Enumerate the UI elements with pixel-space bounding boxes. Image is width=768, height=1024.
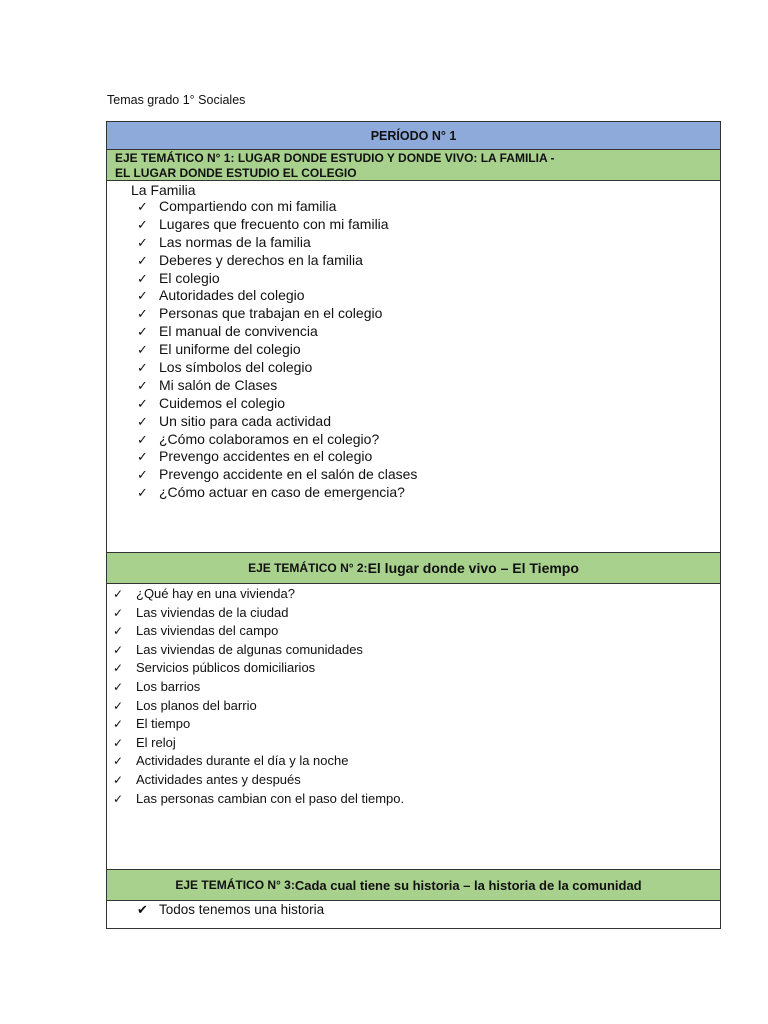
list-item-text: Compartiendo con mi familia <box>159 198 337 214</box>
list-item-text: ¿Cómo colaboramos en el colegio? <box>159 430 380 447</box>
list-item <box>137 287 417 305</box>
list-item-text: Las viviendas de algunas comunidades <box>136 641 363 657</box>
list-item-text: Actividades durante el día y la noche <box>136 753 349 769</box>
list-item-text: Lugares que frecuento con mi familia <box>159 215 389 232</box>
list-item <box>113 604 404 623</box>
checkmark-icon: ✓ <box>113 735 124 750</box>
checkmark-icon: ✓ <box>113 754 124 769</box>
list-item-text: Prevengo accidentes en el colegio <box>159 448 373 465</box>
list-item <box>137 234 417 252</box>
checkmark-icon: ✓ <box>113 791 124 806</box>
list-item <box>137 359 417 377</box>
list-item-text: Todos tenemos una historia <box>159 902 325 917</box>
eje-1-content <box>107 181 720 553</box>
eje-1-header-line-2: EL LUGAR DONDE ESTUDIO EL COLEGIO <box>115 165 357 180</box>
checkmark-icon: ✓ <box>137 234 148 250</box>
eje-3-header-prefix: EJE TEMÁTICO N° 3: <box>175 878 295 892</box>
checkmark-icon: ✓ <box>137 216 148 232</box>
periodo-header-text: PERÍODO N° 1 <box>370 128 457 143</box>
eje-1-header <box>107 150 720 181</box>
list-item <box>137 377 417 395</box>
list-item-text: Cuidemos el colegio <box>159 394 286 411</box>
checkmark-icon: ✓ <box>113 624 124 639</box>
list-item-text: ¿Qué hay en una vivienda? <box>136 586 295 601</box>
list-item <box>137 901 324 919</box>
list-item <box>137 305 417 323</box>
checkmark-icon: ✔ <box>137 902 148 917</box>
checkmark-icon: ✓ <box>137 306 148 322</box>
eje-2-topic-list <box>113 585 404 808</box>
section-title-la-familia: La Familia <box>131 182 196 198</box>
list-item-text: El colegio <box>159 269 220 286</box>
list-item-text: Prevengo accidente en el salón de clases <box>159 466 418 483</box>
list-item <box>137 448 417 466</box>
list-item <box>137 484 417 502</box>
list-item-text: Los barrios <box>136 678 201 694</box>
list-item <box>113 659 404 678</box>
list-item-text: Los planos del barrio <box>136 697 257 713</box>
checkmark-icon: ✓ <box>137 413 148 429</box>
list-item-text: Las viviendas del campo <box>136 623 279 639</box>
checkmark-icon: ✓ <box>137 199 148 214</box>
checkmark-icon: ✓ <box>137 270 148 286</box>
eje-3-content <box>107 901 720 928</box>
list-item-text: El manual de convivencia <box>159 323 318 340</box>
list-item <box>137 395 417 413</box>
list-item <box>113 622 404 641</box>
list-item <box>113 715 404 734</box>
list-item <box>137 270 417 288</box>
document-title: Temas grado 1° Sociales <box>107 93 246 107</box>
list-item <box>113 771 404 790</box>
topics-table <box>106 121 721 929</box>
list-item-text: Un sitio para cada actividad <box>159 412 331 429</box>
checkmark-icon: ✓ <box>137 288 148 304</box>
list-item-text: Las viviendas de la ciudad <box>136 604 289 620</box>
list-item <box>113 641 404 660</box>
eje-1-header-line-1: EJE TEMÁTICO N° 1: LUGAR DONDE ESTUDIO Y DONDE VIVO: LA FAMILIA - <box>115 151 555 165</box>
list-item <box>137 413 417 431</box>
checkmark-icon: ✓ <box>137 449 148 465</box>
list-item <box>137 466 417 484</box>
list-item <box>113 678 404 697</box>
checkmark-icon: ✓ <box>113 679 124 694</box>
checkmark-icon: ✓ <box>113 717 124 732</box>
list-item <box>113 734 404 753</box>
checkmark-icon: ✓ <box>137 360 148 376</box>
eje-3-header <box>107 870 720 901</box>
list-item-text: Las personas cambian con el paso del tiempo. <box>136 790 405 806</box>
checkmark-icon: ✓ <box>137 467 148 483</box>
checkmark-icon: ✓ <box>113 661 124 676</box>
checkmark-icon: ✓ <box>137 395 148 411</box>
eje-3-topic-list <box>137 901 324 919</box>
list-item-text: El uniforme del colegio <box>159 341 301 358</box>
checkmark-icon: ✓ <box>137 485 148 501</box>
checkmark-icon: ✓ <box>137 377 148 393</box>
checkmark-icon: ✓ <box>113 587 124 601</box>
list-item-text: El reloj <box>136 734 176 750</box>
checkmark-icon: ✓ <box>113 642 124 657</box>
list-item-text: Servicios públicos domiciliarios <box>136 660 316 676</box>
list-item <box>113 697 404 716</box>
list-item-text: Las normas de la familia <box>159 233 311 250</box>
list-item-text: Autoridades del colegio <box>159 287 305 304</box>
eje-2-header-prefix: EJE TEMÁTICO N° 2: <box>248 561 368 575</box>
list-item <box>137 323 417 341</box>
eje-2-content <box>107 584 720 870</box>
checkmark-icon: ✓ <box>113 698 124 713</box>
checkmark-icon: ✓ <box>113 772 124 787</box>
list-item-text: Los símbolos del colegio <box>159 359 313 376</box>
eje-1-topic-list <box>137 198 417 502</box>
list-item <box>113 585 404 604</box>
eje-2-header <box>107 553 720 584</box>
list-item <box>137 216 417 234</box>
checkmark-icon: ✓ <box>137 324 148 340</box>
list-item <box>137 252 417 270</box>
checkmark-icon: ✓ <box>113 605 124 620</box>
list-item <box>137 341 417 359</box>
list-item-text: Personas que trabajan en el colegio <box>159 305 383 322</box>
list-item <box>137 431 417 449</box>
checkmark-icon: ✓ <box>137 431 148 447</box>
list-item <box>137 198 417 216</box>
list-item-text: Actividades antes y después <box>136 771 301 787</box>
list-item <box>113 752 404 771</box>
list-item-text: Mi salón de Clases <box>159 376 278 393</box>
periodo-header <box>107 122 720 150</box>
list-item-text: El tiempo <box>136 716 191 732</box>
list-item-text: Deberes y derechos en la familia <box>159 251 363 268</box>
checkmark-icon: ✓ <box>137 252 148 268</box>
list-item <box>113 790 404 809</box>
list-item-text: ¿Cómo actuar en caso de emergencia? <box>159 484 405 501</box>
eje-2-header-title: El lugar donde vivo – El Tiempo <box>367 560 579 576</box>
checkmark-icon: ✓ <box>137 342 148 358</box>
eje-3-header-title: Cada cual tiene su historia – la historia de la comunidad <box>294 877 642 893</box>
